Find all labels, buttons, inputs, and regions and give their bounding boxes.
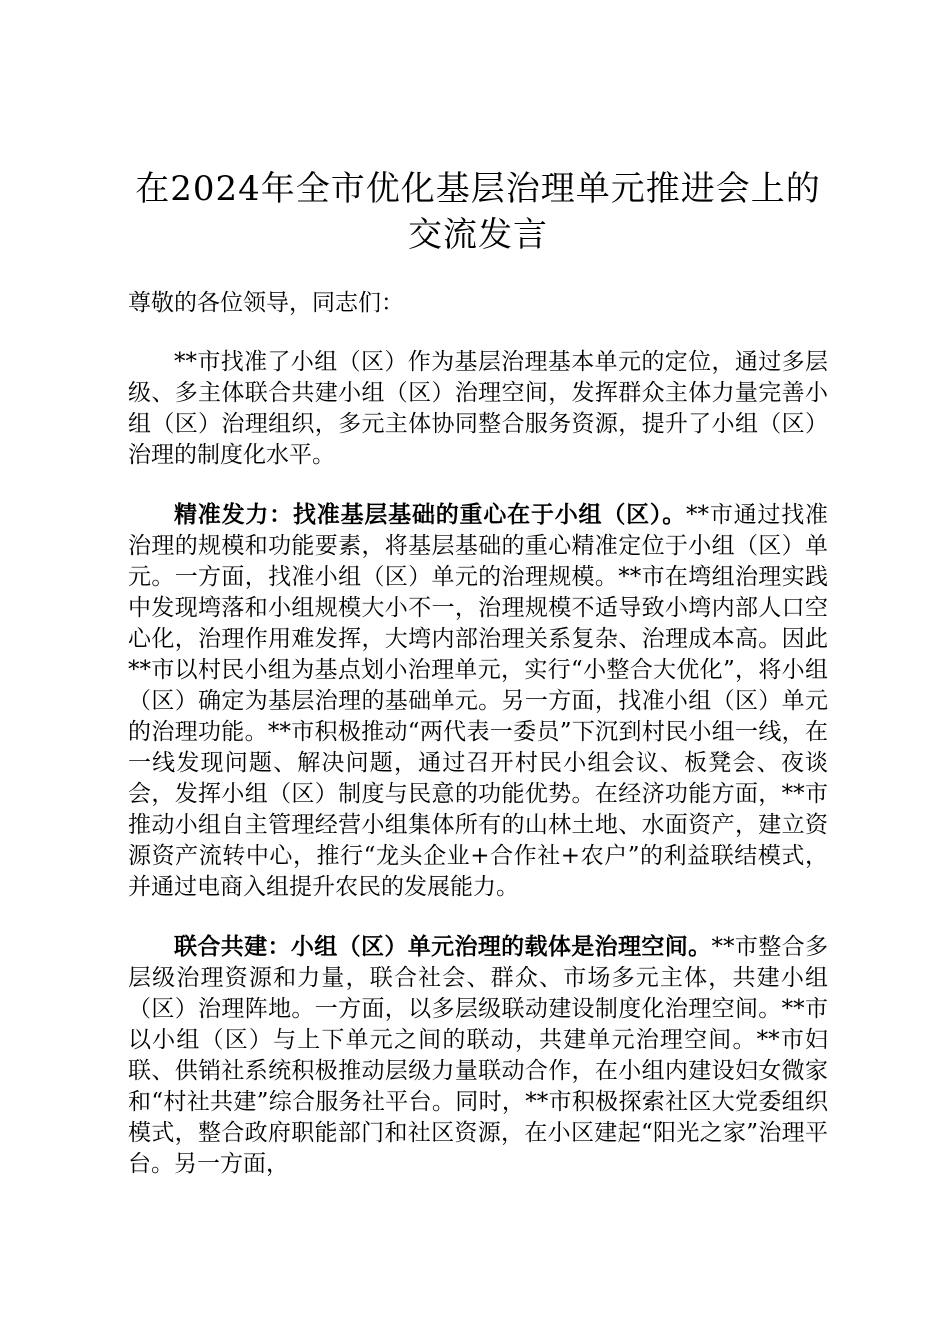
paragraph-intro (128, 347, 828, 471)
paragraph-lead: 精准发力：找准基层基础的重心在于小组（区）。 (174, 501, 687, 528)
paragraph-lead: 联合共建：小组（区）单元治理的载体是治理空间。 (174, 933, 712, 960)
title-line-2: 交流发言 (408, 215, 548, 255)
paragraph-text: **市整合多层级治理资源和力量，联合社会、群众、市场多元主体，共建小组（区）治理阵地。一方面，以多层级联动建设制度化治理空间。**市以小组（区）与上下单元之间的联动，共建单元治理空间。**市妇联、供销社系统积极推动层级力量联动合作，在小组内建设妇女微家和“村社共建”综合服务社平台。同时，**市积极探索社区大党委组织模式，整合政府职能部门和社区资源，在小区建起“阳光之家”治理平台。另一方面， (128, 934, 829, 1177)
paragraph-precise-effort (128, 499, 828, 903)
paragraph-text: **市找准了小组（区）作为基层治理基本单元的定位，通过多层级、多主体联合共建小组（区）治理空间，发挥群众主体力量完善小组（区）治理组织，多元主体协同整合服务资源，提升了小组（区）治理的制度化水平。 (128, 349, 828, 468)
title-line-1: 在2024年全市优化基层治理单元推进会上的 (135, 169, 821, 209)
paragraph-joint-construction (128, 931, 828, 1180)
salutation: 尊敬的各位领导，同志们： (128, 290, 404, 316)
paragraph-text: **市通过找准治理的规模和功能要素，将基层基础的重心精准定位于小组（区）单元。一方面，找准小组（区）单元的治理规模。**市在塆组治理实践中发现塆落和小组规模大小不一，治理规模不适导致小塆内部人口空心化，治理作用难发挥，大塆内部治理关系复杂、治理成本高。因此**市以村民小组为基点划小治理单元，实行“小整合大优化”，将小组（区）确定为基层治理的基础单元。另一方面，找准小组（区）单元的治理功能。**市积极推动“两代表一委员”下沉到村民小组一线，在一线发现问题、解决问题，通过召开村民小组会议、板凳会、夜谈会，发挥小组（区）制度与民意的功能优势。在经济功能方面，**市推动小组自主管理经营小组集体所有的山林土地、水面资产，建立资源资产流转中心，推行“龙头企业+合作社+农户”的利益联结模式，并通过电商入组提升农民的发展能力。 (128, 502, 829, 900)
document-title (128, 166, 828, 258)
